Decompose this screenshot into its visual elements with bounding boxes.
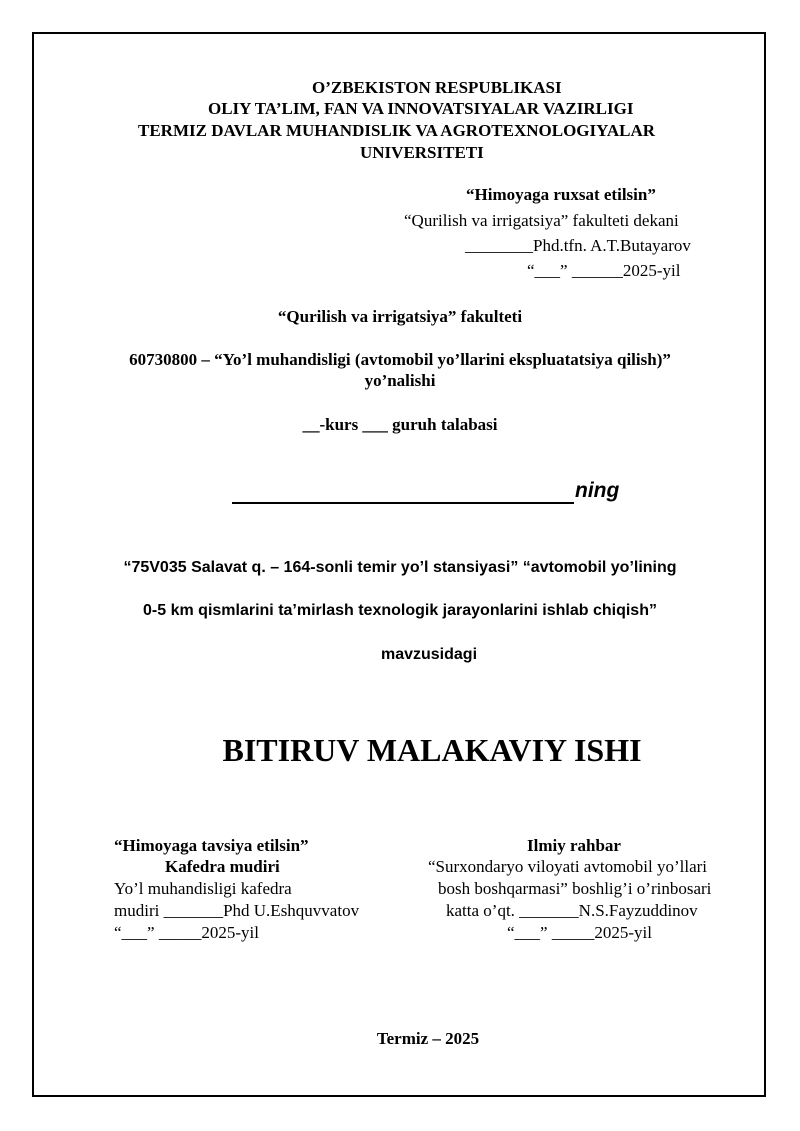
left-block-title: “Himoyaga tavsiya etilsin”	[114, 836, 309, 855]
right-block-line-1: “Surxondaryo viloyati avtomobil yo’llari	[428, 857, 708, 876]
topic-line-3: mavzusidagi	[380, 646, 478, 663]
approval-date: “___” ______2025-yil	[527, 261, 681, 280]
university-line-2: UNIVERSITETI	[360, 143, 484, 162]
group-line: __-kurs ___ guruh talabasi	[302, 415, 498, 434]
university-line-1: TERMIZ DAVLAR MUHANDISLIK VA AGROTEXNOLOGIYALAR	[138, 121, 656, 140]
direction-line-2: yo’nalishi	[364, 371, 436, 390]
work-title: BITIRUV MALAKAVIY ISHI	[222, 732, 642, 768]
student-name-suffix: ning	[575, 479, 620, 502]
faculty-name: “Qurilish va irrigatsiya” fakulteti	[277, 307, 523, 326]
topic-line-1: “75V035 Salavat q. – 164-sonli temir yo’l stansiyasi” “avtomobil yo’lining	[123, 559, 677, 576]
approval-title: “Himoyaga ruxsat etilsin”	[466, 185, 656, 204]
ministry-line-2: OLIY TA’LIM, FAN VA INNOVATSIYALAR VAZIRLIGI	[208, 99, 634, 118]
direction-line-1: 60730800 – “Yo’l muhandisligi (avtomobil yo’llarini ekspluatatsiya qilish)”	[129, 350, 671, 369]
footer-city-year: Termiz – 2025	[376, 1029, 480, 1048]
student-name-blank	[232, 478, 574, 504]
right-block-date: “___” _____2025-yil	[507, 923, 652, 942]
approval-position: “Qurilish va irrigatsiya” fakulteti dekani	[404, 211, 679, 230]
left-block-subtitle: Kafedra mudiri	[165, 857, 280, 876]
right-block-title: Ilmiy rahbar	[527, 836, 621, 855]
right-block-line-2: bosh boshqarmasi” boshlig’i o’rinbosari	[438, 879, 712, 898]
left-block-date: “___” _____2025-yil	[114, 923, 259, 942]
ministry-line-1: O’ZBEKISTON RESPUBLIKASI	[312, 78, 562, 97]
left-block-line-1: Yo’l muhandisligi kafedra	[114, 879, 292, 898]
right-block-line-3: katta o’qt. _______N.S.Fayzuddinov	[446, 901, 698, 920]
left-block-line-2: mudiri _______Phd U.Eshquvvatov	[114, 901, 360, 920]
topic-line-2: 0-5 km qismlarini ta’mirlash texnologik jarayonlarini ishlab chiqish”	[143, 602, 657, 619]
approval-signature: ________Phd.tfn. A.T.Butayarov	[465, 236, 691, 255]
